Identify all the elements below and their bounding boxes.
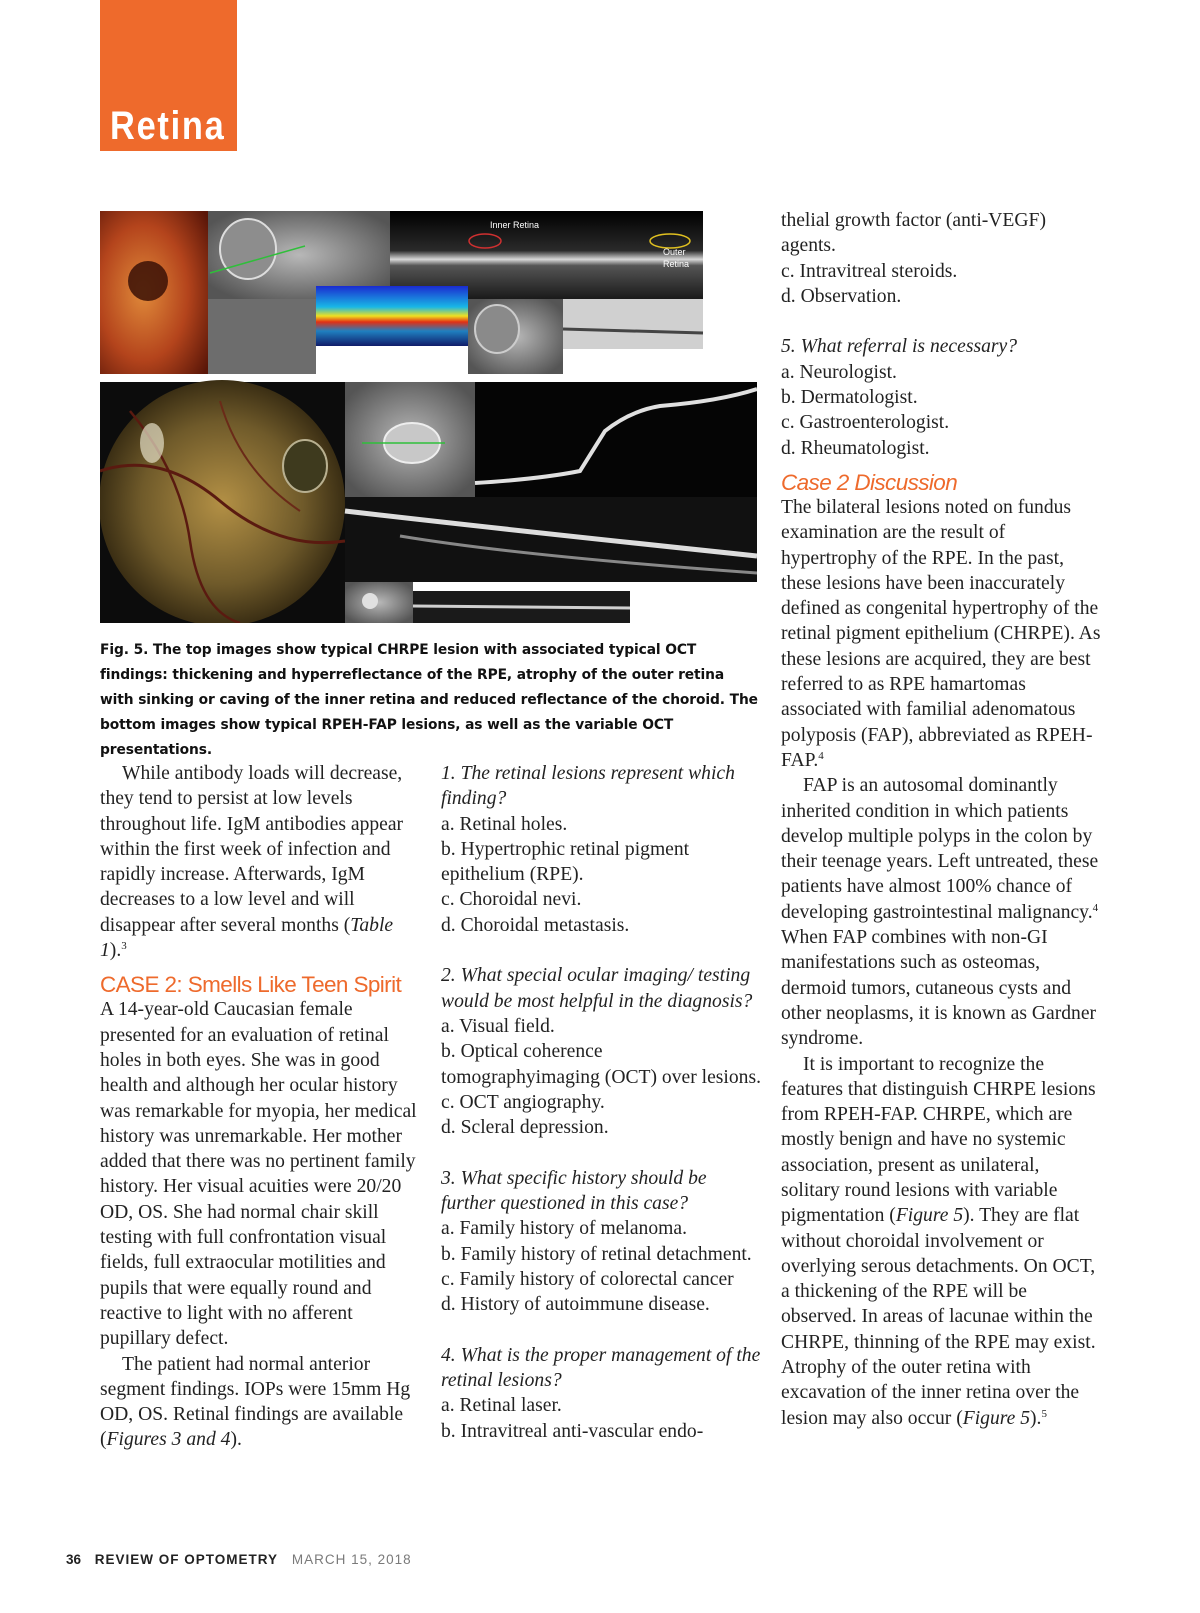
answer-option: c. Choroidal nevi. bbox=[441, 889, 582, 911]
answer-option: b. Intravitreal anti-vascular endo- bbox=[441, 1420, 704, 1442]
paragraph: While antibody loads will decrease, they tend to persist at low levels throughout life. IgM antibodies appear within the first week of infection and rapidly increase. Afterwards, IgM decreases to a low level and will disappear after several months (Table 1).$^3$ bbox=[100, 763, 404, 962]
answer-option: a. Neurologist. bbox=[781, 361, 897, 383]
answer-option: d. Rheumatologist. bbox=[781, 437, 930, 459]
question-1: 1. The retinal lesions represent which finding? bbox=[441, 763, 735, 810]
answer-option: b. Family history of retinal detachment. bbox=[441, 1243, 752, 1265]
issue-date: MARCH 15, 2018 bbox=[291, 1552, 412, 1567]
paragraph: The patient had normal anterior segment findings. IOPs were 15mm Hg OD, OS. Retinal findings are available (Figures 3 and 4). bbox=[100, 1353, 411, 1451]
figure-caption: Fig. 5. The top images show typical CHRPE lesion with associated typical OCT findings: thickening and hyperreflectance of the RPE, atrophy of the outer retina with sinking or caving of the inner retina and reduced reflectance of the choroid. The bottom images show typical RPEH-FAP lesions, as well as the variable OCT presentations. bbox=[100, 642, 758, 758]
answer-option: d. Choroidal metastasis. bbox=[441, 914, 630, 936]
paragraph: The bilateral lesions noted on fundus examination are the result of hypertrophy of the RPE. In the past, these lesions have been inaccurately defined as congenital hypertrophy of the retinal pigment epithelium (CHRPE). As these lesions are acquired, they are best referred to as RPE hamartomas associated with familial adenomatous polyposis (FAP), abbreviated as RPEH-FAP.$^4$ bbox=[781, 496, 1101, 771]
citation: 3 bbox=[121, 940, 127, 953]
page-number: 36 bbox=[66, 1552, 82, 1567]
answer-option: c. OCT angiography. bbox=[441, 1091, 605, 1113]
section-label: Retina bbox=[110, 104, 226, 148]
citation: 5 bbox=[1041, 1407, 1047, 1420]
column-1 bbox=[100, 761, 420, 1453]
answer-option: a. Family history of melanoma. bbox=[441, 1218, 687, 1240]
figure-5-images bbox=[100, 211, 757, 623]
case-2-discussion-heading: Case 2 Discussion bbox=[781, 469, 958, 495]
citation: 4 bbox=[818, 749, 824, 762]
top-color-oct bbox=[316, 286, 468, 346]
paragraph: It is important to recognize the features that distinguish CHRPE lesions from RPEH-FAP. CHRPE, which are mostly benign and have no systemic association, present as unilateral, solitary round lesions with variable pigmentation (Figure 5). They are flat without choroidal involvement or overlying serous detachments. On OCT, a thickening of the RPE will be observed. In areas of lacunae within the CHRPE, thinning of the RPE may exist. Atrophy of the outer retina with excavation of the inner retina over the lesion may also occur (Figure 5).$^5$ bbox=[781, 1053, 1096, 1429]
figure-reference: Figure 5 bbox=[895, 1205, 964, 1227]
outer-retina-label-2: Retina bbox=[663, 259, 690, 269]
paragraph: A 14-year-old Caucasian female presented for an evaluation of retinal holes in both eyes. She was in good health and although her ocular history was remarkable for myopia, her medical history was unremarkable. Her mother added that there was no pertinent family history. Her visual acuities were 20/20 OD, OS. She had normal chair skill testing with full confrontation visual fields, full extraocular motilities and pupils that were equally round and reactive to light with no afferent pupillary defect. bbox=[100, 999, 417, 1350]
answer-option: a. Retinal holes. bbox=[441, 813, 568, 835]
citation: 4 bbox=[1092, 901, 1099, 914]
question-4: 4. What is the proper management of the retinal lesions? bbox=[441, 1344, 761, 1392]
top-oct-scan-2 bbox=[563, 299, 703, 349]
answer-option: c. Intravitreal steroids. bbox=[781, 260, 958, 282]
question-2: 2. What special ocular imaging/ testing would be most helpful in the diagnosis? bbox=[441, 965, 753, 1012]
answer-option: c. Gastroenterologist. bbox=[781, 412, 950, 434]
figure-reference: Figure 5 bbox=[962, 1407, 1031, 1429]
publication-name: REVIEW OF OPTOMETRY bbox=[94, 1552, 279, 1567]
answer-option: d. History of autoimmune disease. bbox=[441, 1294, 710, 1316]
question-3: 3. What specific history should be further questioned in this case? bbox=[441, 1167, 707, 1215]
top-small-gray-image bbox=[208, 299, 316, 374]
inner-retina-label: Inner Retina bbox=[490, 220, 540, 230]
answer-option: b. Dermatologist. bbox=[781, 387, 918, 409]
table-reference: Table 1 bbox=[100, 914, 394, 962]
column-2 bbox=[441, 761, 761, 1444]
answer-option: d. Scleral depression. bbox=[441, 1117, 609, 1139]
case-2-heading: CASE 2: Smells Like Teen Spirit bbox=[100, 972, 402, 998]
answer-option: b. Hypertrophic retinal pigment epithelium (RPE). bbox=[441, 838, 690, 886]
column-3 bbox=[781, 208, 1101, 1431]
answer-option: c. Family history of colorectal cancer bbox=[441, 1268, 734, 1290]
answer-option: a. Retinal laser. bbox=[441, 1395, 562, 1417]
answer-option: a. Visual field. bbox=[441, 1015, 555, 1037]
section-tab bbox=[100, 0, 237, 151]
answer-option: d. Observation. bbox=[781, 285, 902, 307]
answer-option-continued: thelial growth factor (anti-VEGF) agents. bbox=[781, 210, 1046, 257]
question-5: 5. What referral is necessary? bbox=[781, 336, 1017, 358]
figure-reference: Figures 3 and 4 bbox=[106, 1429, 231, 1451]
paragraph: FAP is an autosomal dominantly inherited condition in which patients develop multiple polyps in the colon by their teenage years. Left untreated, these patients have almost 100% chance of developing gastrointestinal malignancy.$^4$ When FAP combines with non-GI manifestations such as osteomas, dermoid tumors, cutaneous cysts and other neoplasms, it is known as Gardner syndrome. bbox=[781, 775, 1099, 1050]
top-oct-scan bbox=[390, 211, 703, 299]
answer-option: b. Optical coherence tomographyimaging (OCT) over lesions. bbox=[441, 1041, 761, 1088]
page-footer bbox=[66, 1552, 412, 1567]
outer-retina-label-1: Outer bbox=[663, 247, 686, 257]
bottom-gray-fundus-small bbox=[345, 582, 413, 623]
figure-5 bbox=[100, 211, 757, 623]
